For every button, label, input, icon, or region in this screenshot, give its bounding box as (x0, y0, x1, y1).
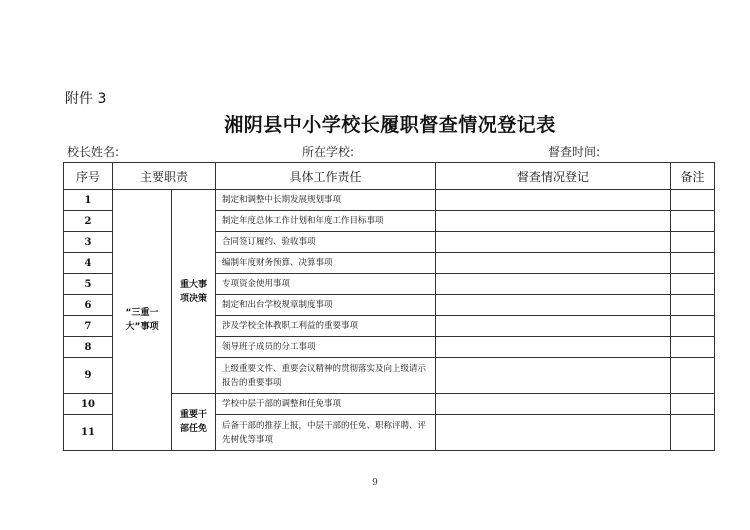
table-header-row (64, 163, 715, 190)
row-number: 1 (64, 190, 113, 211)
row-number: 8 (64, 337, 113, 358)
remarks-cell[interactable] (671, 253, 715, 274)
principal-name-label: 校长姓名: (67, 145, 120, 159)
sub-category-cadre-cell (172, 394, 216, 451)
remarks-cell[interactable] (671, 295, 715, 316)
category-main-cell (113, 190, 172, 451)
work-item: 学校中层干部的调整和任免事项 (216, 394, 436, 415)
sub-category-decisions-label: 重大事项决策 (179, 279, 207, 304)
inspection-record-cell[interactable] (436, 274, 671, 295)
category-main-label: “三重一大”事项 (125, 308, 159, 332)
remarks-cell[interactable] (671, 190, 715, 211)
remarks-cell[interactable] (671, 394, 715, 415)
inspection-record-cell[interactable] (436, 394, 671, 415)
row-number: 9 (64, 358, 113, 394)
row-number: 2 (64, 211, 113, 232)
row-number: 10 (64, 394, 113, 415)
attachment-label: 附件 3 (65, 91, 107, 107)
remarks-cell[interactable] (671, 316, 715, 337)
work-item: 领导班子成员的分工事项 (216, 337, 436, 358)
work-item: 编制年度财务预算、决算事项 (216, 253, 436, 274)
remarks-cell[interactable] (671, 337, 715, 358)
page-number: 9 (372, 478, 378, 488)
remarks-cell[interactable] (671, 358, 715, 394)
work-item: 制定年度总体工作计划和年度工作目标事项 (216, 211, 436, 232)
inspection-record-cell[interactable] (436, 232, 671, 253)
work-item: 制定和出台学校规章制度事项 (216, 295, 436, 316)
inspection-record-cell[interactable] (436, 211, 671, 232)
header-specific-work: 具体工作责任 (216, 163, 436, 190)
work-item: 合同签订履约、验收事项 (216, 232, 436, 253)
work-item: 上级重要文件、重要会议精神的贯彻落实及向上级请示报告的重要事项 (216, 358, 436, 394)
page-title: 湘阴县中小学校长履职督查情况登记表 (224, 114, 556, 136)
row-number: 6 (64, 295, 113, 316)
row-number: 5 (64, 274, 113, 295)
inspection-register-table (63, 162, 715, 451)
work-item: 后备干部的推荐上报，中层干部的任免、职称评聘、评先树优等事项 (216, 415, 436, 451)
inspection-record-cell[interactable] (436, 253, 671, 274)
header-no: 序号 (64, 163, 113, 190)
inspection-record-cell[interactable] (436, 358, 671, 394)
inspection-record-cell[interactable] (436, 295, 671, 316)
remarks-cell[interactable] (671, 211, 715, 232)
remarks-cell[interactable] (671, 232, 715, 253)
header-inspection-record: 督查情况登记 (436, 163, 671, 190)
header-remarks: 备注 (671, 163, 715, 190)
remarks-cell[interactable] (671, 274, 715, 295)
work-item: 涉及学校全体教职工利益的重要事项 (216, 316, 436, 337)
sub-category-decisions-cell (172, 190, 216, 394)
work-item: 专项资金使用事项 (216, 274, 436, 295)
inspection-record-cell[interactable] (436, 337, 671, 358)
row-number: 3 (64, 232, 113, 253)
row-number: 7 (64, 316, 113, 337)
work-item: 制定和调整中长期发展规划事项 (216, 190, 436, 211)
row-number: 4 (64, 253, 113, 274)
inspection-time-label: 督查时间: (548, 145, 601, 159)
sub-category-cadre-label: 重要干部任免 (179, 410, 207, 434)
header-main-duty: 主要职责 (113, 163, 216, 190)
row-number: 11 (64, 415, 113, 451)
table-row (64, 190, 715, 211)
inspection-record-cell[interactable] (436, 415, 671, 451)
inspection-record-cell[interactable] (436, 316, 671, 337)
remarks-cell[interactable] (671, 415, 715, 451)
inspection-record-cell[interactable] (436, 190, 671, 211)
school-label: 所在学校: (302, 145, 355, 159)
